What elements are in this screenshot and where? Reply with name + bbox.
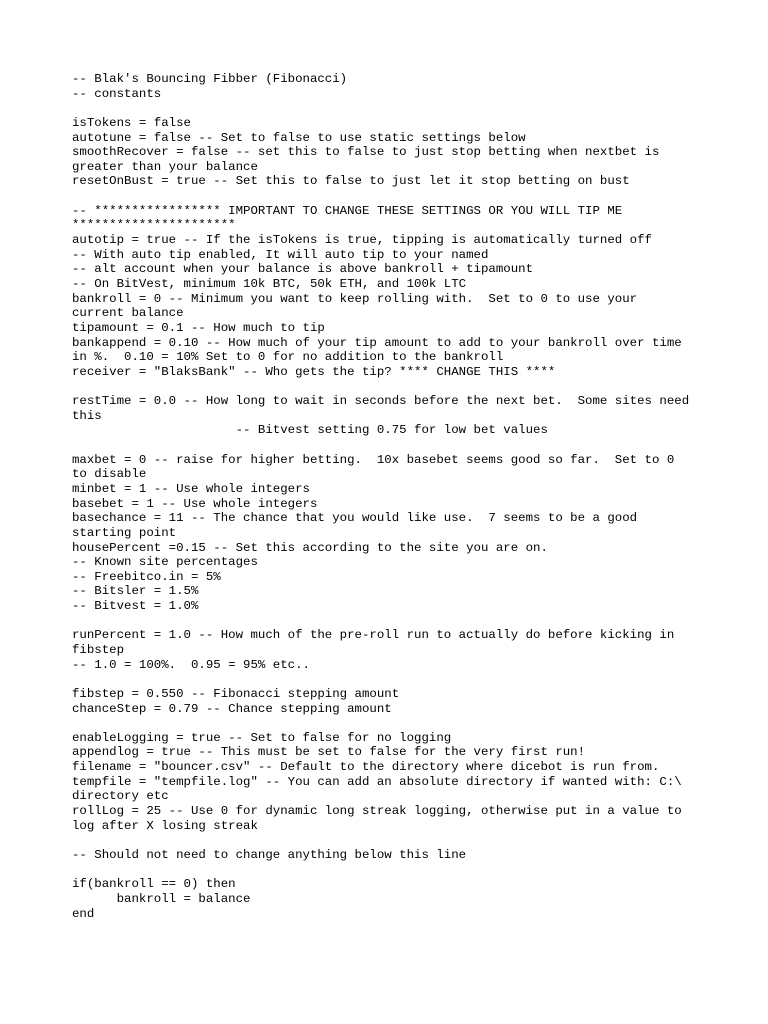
code-line: current balance — [72, 306, 184, 321]
code-line: log after X losing streak — [72, 818, 258, 833]
code-line: autotune = false -- Set to false to use static settings below — [72, 130, 526, 145]
blank-line — [72, 614, 702, 629]
code-line: housePercent =0.15 -- Set this according to the site you are on. — [72, 540, 548, 555]
code-line: directory etc — [72, 789, 169, 804]
code-line: in %. 0.10 = 10% Set to 0 for no addition to the bankroll — [72, 350, 504, 365]
code-line: -- Bitsler = 1.5% — [72, 584, 199, 599]
blank-line — [72, 863, 702, 878]
code-line: filename = "bouncer.csv" -- Default to the directory where dicebot is run from. — [72, 760, 660, 775]
code-line: -- Bitvest = 1.0% — [72, 599, 199, 614]
code-line: resetOnBust = true -- Set this to false to just let it stop betting on bust — [72, 174, 630, 189]
code-line: minbet = 1 -- Use whole integers — [72, 481, 310, 496]
code-line: chanceStep = 0.79 -- Chance stepping amount — [72, 701, 392, 716]
code-line: bankroll = balance — [72, 891, 251, 906]
blank-line — [72, 101, 702, 116]
code-line: to disable — [72, 467, 147, 482]
blank-line — [72, 833, 702, 848]
blank-line — [72, 672, 702, 687]
blank-line — [72, 438, 702, 453]
code-line: tipamount = 0.1 -- How much to tip — [72, 320, 325, 335]
code-line: -- constants — [72, 86, 162, 101]
code-line: basebet = 1 -- Use whole integers — [72, 496, 318, 511]
code-listing — [72, 72, 702, 921]
code-line: -- Freebitco.in = 5% — [72, 569, 221, 584]
code-line: -- Known site percentages — [72, 555, 258, 570]
code-line: appendlog = true -- This must be set to false for the very first run! — [72, 745, 586, 760]
blank-line — [72, 379, 702, 394]
code-line: -- With auto tip enabled, It will auto tip to your named — [72, 247, 489, 262]
blank-line — [72, 716, 702, 731]
code-line: -- 1.0 = 100%. 0.95 = 95% etc.. — [72, 657, 310, 672]
code-line: fibstep — [72, 642, 125, 657]
code-line: tempfile = "tempfile.log" -- You can add an absolute directory if wanted with: C:\ — [72, 774, 682, 789]
code-line: receiver = "BlaksBank" -- Who gets the tip? **** CHANGE THIS **** — [72, 364, 556, 379]
code-line: rollLog = 25 -- Use 0 for dynamic long streak logging, otherwise put in a value to — [72, 804, 682, 819]
code-line: -- Bitvest setting 0.75 for low bet values — [72, 423, 548, 438]
code-line: restTime = 0.0 -- How long to wait in seconds before the next bet. Some sites need — [72, 394, 690, 409]
code-line: -- alt account when your balance is above bankroll + tipamount — [72, 262, 534, 277]
code-line: bankappend = 0.10 -- How much of your tip amount to add to your bankroll over time — [72, 335, 682, 350]
code-line: autotip = true -- If the isTokens is true, tipping is automatically turned off — [72, 233, 652, 248]
code-line: this — [72, 408, 102, 423]
code-line: -- On BitVest, minimum 10k BTC, 50k ETH, and 100k LTC — [72, 276, 467, 291]
code-line: end — [72, 906, 95, 921]
code-line: if(bankroll == 0) then — [72, 877, 236, 892]
code-line: -- Should not need to change anything below this line — [72, 847, 467, 862]
blank-line — [72, 189, 702, 204]
code-line: starting point — [72, 525, 177, 540]
code-line: maxbet = 0 -- raise for higher betting. 10x basebet seems good so far. Set to 0 — [72, 452, 675, 467]
code-line: runPercent = 1.0 -- How much of the pre-roll run to actually do before kicking in — [72, 628, 675, 643]
code-line: basechance = 11 -- The chance that you would like use. 7 seems to be a good — [72, 511, 638, 526]
code-line: smoothRecover = false -- set this to false to just stop betting when nextbet is — [72, 145, 660, 160]
code-line: fibstep = 0.550 -- Fibonacci stepping amount — [72, 686, 400, 701]
code-line: enableLogging = true -- Set to false for no logging — [72, 730, 452, 745]
code-line: -- ***************** IMPORTANT TO CHANGE THESE SETTINGS OR YOU WILL TIP ME — [72, 203, 623, 218]
code-line: ********************** — [72, 218, 236, 233]
code-line: isTokens = false — [72, 115, 191, 130]
code-line: greater than your balance — [72, 159, 258, 174]
code-line: bankroll = 0 -- Minimum you want to keep rolling with. Set to 0 to use your — [72, 291, 638, 306]
code-line: -- Blak's Bouncing Fibber (Fibonacci) — [72, 72, 348, 86]
